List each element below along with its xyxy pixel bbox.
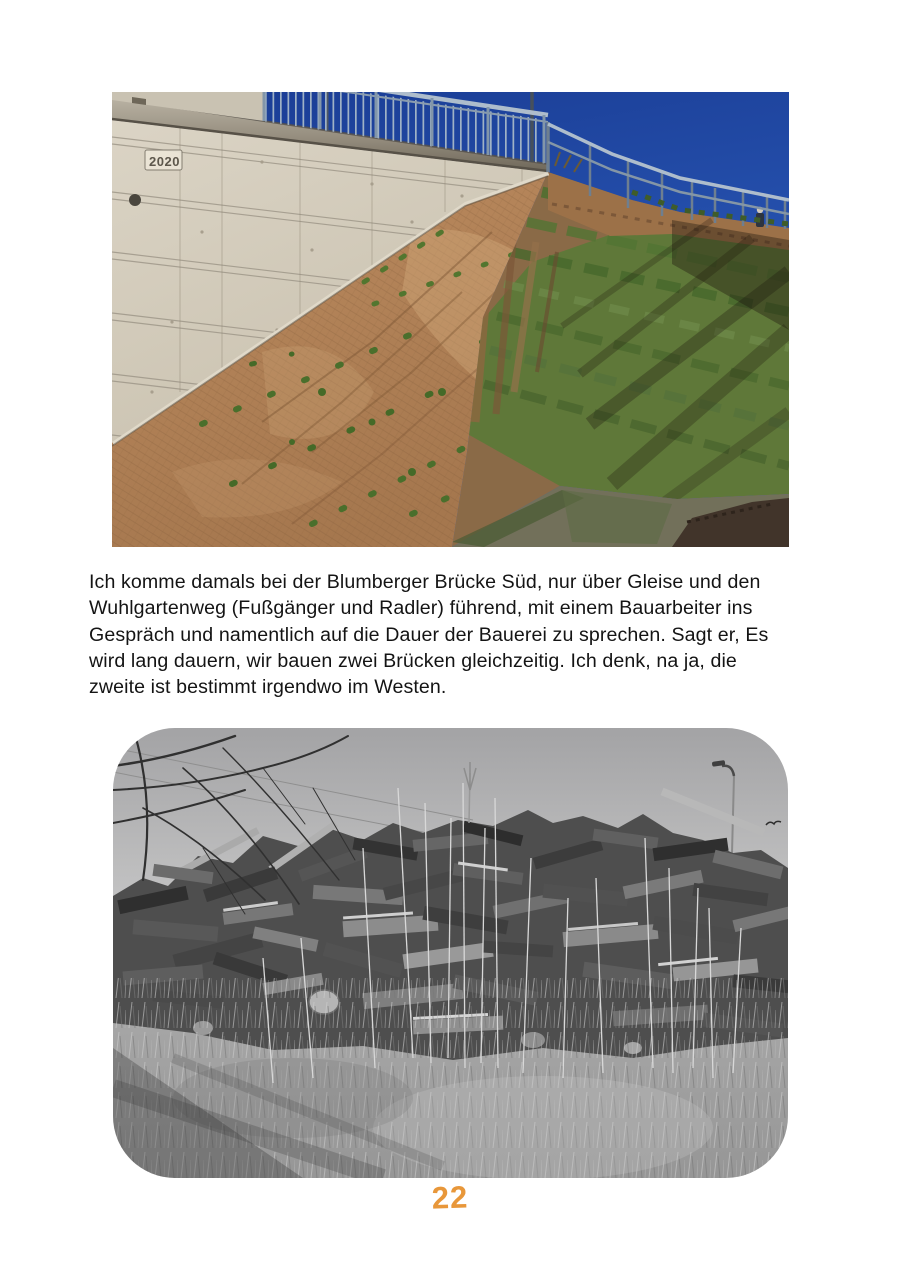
page-number: 22 xyxy=(431,1179,469,1216)
paragraph-line: wird lang dauern, wir bauen zwei Brücken gleichzeitig. Ich denk, na ja, die xyxy=(89,649,737,672)
body-paragraph xyxy=(89,569,821,700)
photo-rubble-pile xyxy=(113,728,788,1178)
graffiti-2020-text: 2020 xyxy=(149,154,180,169)
wall-drain-hole xyxy=(129,194,141,206)
paragraph-line: zweite ist bestimmt irgendwo im Westen. xyxy=(89,676,447,699)
paragraph-line: Wuhlgartenweg (Fußgänger und Radler) führend, mit einem Bauarbeiter ins xyxy=(89,597,753,620)
photo-bridge-embankment-art xyxy=(112,92,789,547)
photo-rubble-pile-art xyxy=(113,728,788,1178)
photo-bridge-embankment xyxy=(112,92,789,547)
paragraph-line: Gespräch und namentlich auf die Dauer der Bauerei zu sprechen. Sagt er, Es xyxy=(89,623,769,646)
graffiti-tag xyxy=(145,150,182,170)
paragraph-line: Ich komme damals bei der Blumberger Brücke Süd, nur über Gleise und den xyxy=(89,571,761,593)
